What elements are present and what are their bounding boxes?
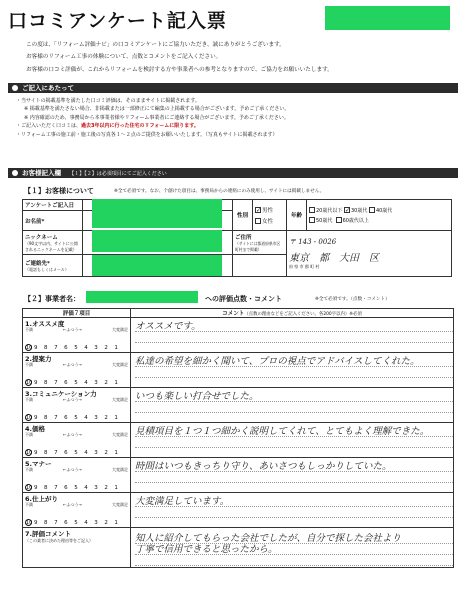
note-item: ・リフォーム工事の施工前・施工後の写真各１～２点のご提供をお願いいたします。（写真もサイトに掲載されます） — [16, 131, 278, 138]
checkbox-icon[interactable] — [309, 217, 315, 223]
scale-labels: 不満 ←ふつう→ 大変満足 — [25, 362, 128, 367]
eval-item: 2.提案力 不満 ←ふつう→ 大変満足 10 9 8 7 6 5 4 3 2 1 — [23, 353, 131, 388]
red-note: 過去3年以内に行った住宅のリフォームに限ります。 — [81, 123, 199, 130]
address-handwritten: 東京 都 大田 区 — [289, 253, 379, 264]
checkbox-icon[interactable] — [309, 207, 315, 213]
eval-center-label: への評価点数・コメント — [205, 295, 282, 303]
page-title: 口コミアンケート記入票 — [8, 10, 227, 32]
customer-heading-note: ※全て必須です。なお、个創けた項目は、事務局からの連絡にのみ使用し、サイトには掲載しません。 — [114, 189, 325, 194]
entry-date-label: アンケートご記入日 — [23, 200, 83, 211]
score-scale[interactable]: 10 9 8 7 6 5 4 3 2 1 — [26, 485, 121, 491]
scale-labels: 不満 ←ふつう→ 大変満足 — [25, 397, 128, 402]
selected-score-circle[interactable]: 10 — [26, 450, 33, 456]
customer-heading: 【１】お客様について — [24, 187, 94, 195]
eval-comment-field[interactable] — [131, 353, 454, 388]
scale-labels: 不満 ←ふつう→ 大変満足 — [25, 467, 128, 472]
eval-row — [23, 353, 454, 388]
comment-text: オススメです。 — [135, 321, 453, 332]
eval-comment-field[interactable] — [131, 318, 454, 353]
col-header-comment: コメント（点数の理由などをご記入ください。各200字以内）※必須 — [131, 309, 454, 318]
redaction-block — [92, 199, 222, 228]
col-header-item: 評価７項目 — [23, 309, 131, 318]
summary-item: 7.評価コメント （この業者に決めた理由等をご記入） — [23, 528, 131, 568]
eval-row — [23, 423, 454, 458]
note-item: ・当サイトの掲載基準を満たした口コミ評価は、そのままサイトに掲載されます。 — [16, 98, 200, 104]
eval-item: 4.価格 不満 ←ふつう→ 大変満足 10 9 8 7 6 5 4 3 2 1 — [23, 423, 131, 458]
eval-row — [23, 493, 454, 528]
gender-field[interactable]: ✓男性 女性 — [253, 200, 287, 231]
eval-row — [23, 458, 454, 493]
eval-heading: 【２】事業者名： — [24, 295, 80, 303]
customer-section-note: 【１】【２】は必須項目にてご記入ください — [69, 171, 167, 177]
checkbox-checked-icon[interactable]: ✓ — [344, 207, 350, 214]
customer-table — [22, 199, 452, 277]
comment-text: 見積項目を１つ１つ細かく説明してくれて、とてもよく理解できた。 — [135, 426, 453, 437]
age-field[interactable]: 20歳代以下 ✓30歳代 40歳代 50歳代 60歳代以上 — [307, 200, 452, 231]
scale-labels: 不満 ←ふつう→ 大変満足 — [25, 327, 128, 332]
bullet-icon — [12, 85, 18, 91]
redaction-block — [325, 6, 450, 30]
selected-score-circle[interactable]: 10 — [26, 415, 33, 421]
scale-labels: 不満 ←ふつう→ 大変満足 — [25, 502, 128, 507]
intro-line-1: この度は、「リフォーム評価ナビ」の口コミアンケートにご協力いただき、誠にありがとうございます。 — [26, 42, 285, 48]
note-item: ※ 掲載基準を満たさない場合、非掲載または一部修正にて編集の上掲載する場合がございます。予めご了承ください。 — [24, 106, 290, 113]
note-item: ・ご記入いただく口コミは、過去3年以内に行った住宅のリフォームに限ります。 — [16, 123, 199, 130]
eval-item: 5.マナー 不満 ←ふつう→ 大変満足 10 9 8 7 6 5 4 3 2 1 — [23, 458, 131, 493]
eval-item: 3.コミュニケーション力 不満 ←ふつう→ 大変満足 10 9 8 7 6 5 4 3 2 1 — [23, 388, 131, 423]
notes-list — [16, 97, 456, 139]
address-field[interactable] — [287, 231, 452, 277]
score-scale[interactable]: 10 9 8 7 6 5 4 3 2 1 — [26, 520, 121, 526]
selected-score-circle[interactable]: 10 — [26, 380, 33, 386]
summary-comment-field[interactable]: 知人に紹介してもらった会社でしたが、自分で探した会社より 丁寧で信用できると思ったから。 — [131, 528, 454, 568]
checkbox-icon[interactable] — [369, 207, 375, 213]
checkbox-icon[interactable] — [336, 217, 342, 223]
redaction-block — [92, 230, 222, 252]
address-label-spacer — [233, 255, 287, 277]
score-scale[interactable]: 10 9 8 7 6 5 4 3 2 1 — [26, 415, 121, 421]
comment-text: 私達の希望を細かく聞いて、プロの視点でアドバイスしてくれた。 — [135, 356, 453, 367]
eval-comment-field[interactable] — [131, 423, 454, 458]
age-label: 年齢 — [287, 200, 307, 231]
checkbox-checked-icon[interactable]: ✓ — [256, 207, 262, 214]
notes-section-bar — [8, 83, 458, 93]
eval-comment-field[interactable] — [131, 458, 454, 493]
gender-label: 性別 — [233, 200, 253, 231]
contact-label: ご連絡先* （電話もしくはメール） — [23, 255, 83, 277]
intro-line-2: お客様のリフォーム工事の体験について、点数とコメントをご記入ください。 — [26, 54, 222, 60]
postal-code: 〒 143 - 0026 — [289, 238, 337, 246]
eval-row — [23, 318, 454, 353]
selected-score-circle[interactable]: 10 — [26, 345, 33, 351]
evaluation-table — [22, 308, 454, 568]
eval-comment-field[interactable] — [131, 388, 454, 423]
eval-comment-field[interactable] — [131, 493, 454, 528]
comment-text: いつも楽しい打合せでした。 — [135, 391, 453, 402]
address-unit-labels: 府 県 市 郡 町 村 — [289, 264, 320, 269]
customer-section-bar — [8, 168, 458, 178]
comment-text: 大変満足しています。 — [135, 496, 453, 507]
selected-score-circle[interactable]: 10 — [26, 520, 33, 526]
note-item: ※ 内容確認のため、事務局から本事業者様やリフォーム事業者にご連絡する場合がございます。予めご了承ください。 — [24, 114, 289, 121]
eval-row — [23, 388, 454, 423]
eval-center-note: ※全て必須です。（点数・コメント） — [315, 297, 390, 302]
address-label: ご住所 （サイトには都道府県市区町村まで掲載） — [233, 231, 287, 255]
score-scale[interactable]: 10 9 8 7 6 5 4 3 2 1 — [26, 345, 121, 351]
checkbox-icon[interactable] — [255, 218, 261, 224]
eval-item: 6.仕上がり 不満 ←ふつう→ 大変満足 10 9 8 7 6 5 4 3 2 1 — [23, 493, 131, 528]
eval-item: 1.オススメ度 不満 ←ふつう→ 大変満足 10 9 8 7 6 5 4 3 2 1 — [23, 318, 131, 353]
score-scale[interactable]: 10 9 8 7 6 5 4 3 2 1 — [26, 450, 121, 456]
score-scale[interactable]: 10 9 8 7 6 5 4 3 2 1 — [26, 380, 121, 386]
customer-section-title: お客様記入欄 — [22, 169, 61, 177]
name-label: お名前* — [23, 211, 83, 231]
comment-text: 時間はいつもきっちり守り、あいさつもしっかりしていた。 — [135, 461, 453, 472]
selected-score-circle[interactable]: 10 — [26, 485, 33, 491]
redaction-block — [86, 291, 198, 303]
nickname-label: ニックネーム （90文字以内、サイトに公開されるニックネームを記載） — [23, 231, 83, 255]
bullet-icon — [12, 170, 18, 176]
notes-section-title: ご記入にあたって — [22, 84, 74, 92]
redaction-block — [92, 255, 222, 276]
scale-labels: 不満 ←ふつう→ 大変満足 — [25, 432, 128, 437]
intro-line-3: お客様の口コミ評価が、これからリフォームを検討する方や事業者への参考となりますので、ご協力をお願いいたします。 — [26, 67, 333, 73]
